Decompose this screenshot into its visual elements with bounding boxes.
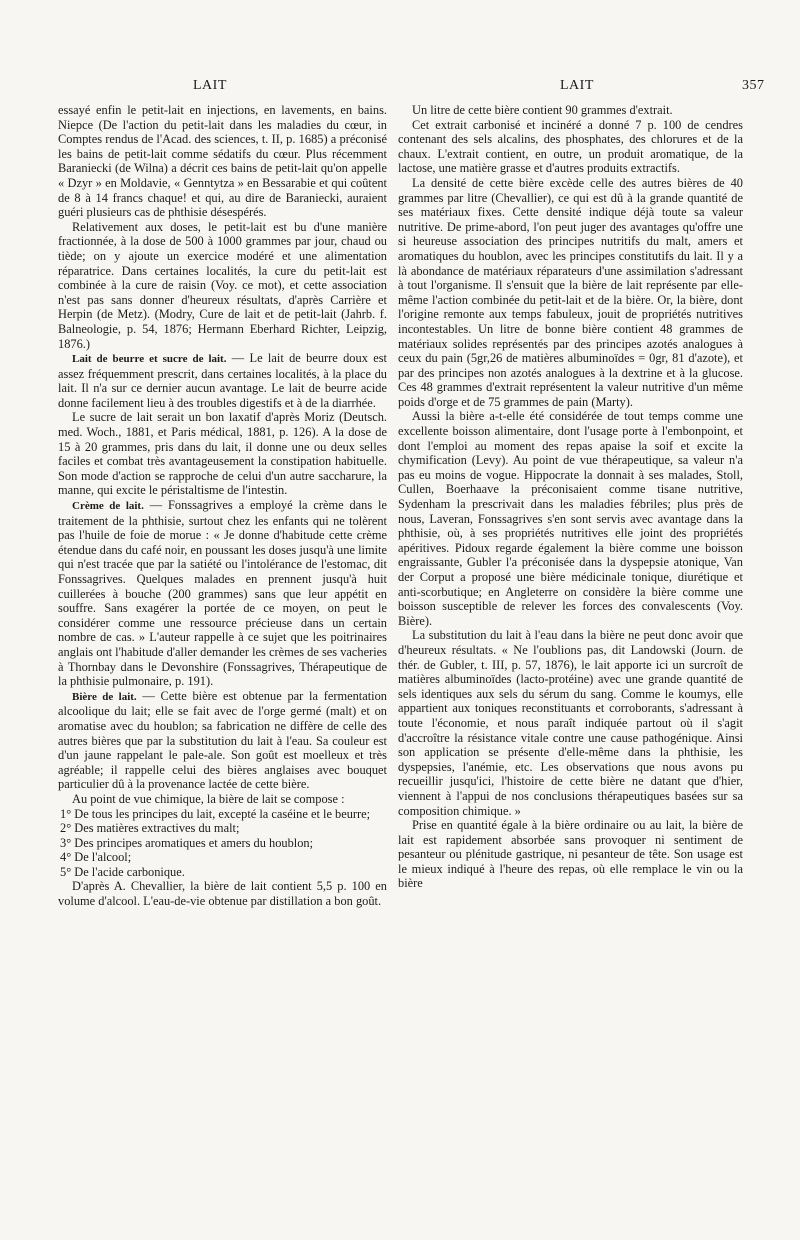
paragraph: Prise en quantité égale à la bière ordinaire ou au lait, la bière de lait est rapidement absorbée sans provoquer ni sentiment de pesanteur ou plénitude gastrique, ni pesanteur de tête. Son usage est le mieux indiqué à l'heure des repas, où elle remplace le vin ou la bière xyxy=(398,818,743,891)
paragraph-text: — Cette bière est obtenue par la fermentation alcoolique du lait; elle se fait avec de l'orge germé (malt) et on aromatise avec du houblon; sa fabrication ne diffère de celle des autres bières que par la substitution du lait à l'eau. Sa couleur est d'un jaune rappelant le pale-ale. Son goût est moelleux et très agréable; il rappelle celui des bières anglaises avec bouquet particulier dû à la provenance lactée de cette bière. xyxy=(58,688,387,792)
paragraph-text: — Fonssagrives a employé la crème dans le traitement de la phthisie, surtout chez les enfants qui ne tolèrent pas l'huile de foie de morue : « Je donne d'habitude cette crème étendue dans du café noir, en poussant les doses jusqu'à une limite qui n'est tracée que par la satiété ou l'intolérance de l'estomac, dit Fonssagrives. Quelques malades en prennent jusqu'à huit cuillerées à bouche (200 grammes) sans que leur appétit en souffre. Sans exagérer la portée de ce moyen, on peut le considérer comme une ressource précieuse dans un certain nombre de cas. » L'auteur rappelle à ce sujet que les poitrinaires anglais ont l'habitude d'aller demander les crèmes de ses vacheries à Thornbay dans le Devonshire (Fonssagrives, Thérapeutique de la phthisie pulmonaire, p. 191). xyxy=(58,498,387,689)
paragraph xyxy=(58,689,387,792)
paragraph: La densité de cette bière excède celle des autres bières de 40 grammes par litre (Chevallier), ce qui est dû à la grande quantité de ses matériaux fixes. Cette densité indique déjà toute sa valeur nutritive. De prime-abord, l'on peut juger des avantages qu'offre une si heureuse association des principes nutritifs du malt, amers et aromatiques du houblon, avec les principes constitutifs du lait. Il y a là abondance de matériaux réparateurs d'une assimilation s'adressant à tout l'organisme. Il s'ensuit que la bière de lait représente par elle-même l'action combinée du petit-lait et de la bière. Or, la bière, dont l'origine remonte aux temps fabuleux, jouit de propriétés nutritives incontestables. Un litre de bonne bière contient 48 grammes de matériaux solides représentés par des principes azotés analogues à ceux du pain (5gr,26 de matières albuminoïdes = 0gr, 81 d'azote), et par des principes non azotés analogues à la dextrine et à la glucose. Ces 48 grammes d'extrait représentent la valeur nutritive d'un même poids d'orge et de 75 grammes de pain (Marty). xyxy=(398,175,743,409)
list-item: 4° De l'alcool; xyxy=(60,850,132,865)
list-item: 2° Des matières extractives du malt; xyxy=(60,821,240,836)
paragraph: Cet extrait carbonisé et incinéré a donné 7 p. 100 de cendres contenant des sels alcalins, des phosphates, des chlorures et de la chaux. L'extrait contient, en outre, un produit aromatique, de la lactose, une matière grasse et d'autres produits extractifs. xyxy=(398,117,743,176)
paragraph xyxy=(58,498,387,689)
paragraph: Un litre de cette bière contient 90 grammes d'extrait. xyxy=(412,103,673,117)
paragraph: Au point de vue chimique, la bière de lait se compose : xyxy=(72,791,345,806)
section-heading: Bière de lait. xyxy=(72,690,137,703)
paragraph: La substitution du lait à l'eau dans la bière ne peut donc avoir que d'heureux résultats. « Ne l'oublions pas, dit Landowski (Journ. de thér. de Gubler, t. III, p. 57, 1876), le lait apporte ici un surcroît de matières albuminoïdes (lacto-protéine) avec une grande quantité de sels identiques aux sels du sérum du sang. Comme le koumys, elle appartient aux toniques reconstituants et corroborants, s'adressant à toute l'économie, et nous paraît indiquée partout où il s'agit d'accroître la résistance vitale contre une cause pathogénique. Ainsi son application se présente d'elle-même dans la phthisie, les dyspepsies, l'anémie, etc. Les observations que nous avons pu recueillir jusqu'ici, l'histoire de cette bière ne datant que d'hier, viennent à l'appui de nos conclusions thérapeutiques basées sur sa composition chimique. » xyxy=(398,628,743,818)
right-column xyxy=(398,103,743,891)
paragraph: D'après A. Chevallier, la bière de lait contient 5,5 p. 100 en volume d'alcool. L'eau-de-vie obtenue par distillation a bon goût. xyxy=(58,879,387,909)
list-item: 5° De l'acide carbonique. xyxy=(60,864,185,879)
paragraph-text: — Le lait de beurre doux est assez fréquemment prescrit, dans certaines localités, à la place du lait. Il n'a sur ce dernier aucun avantage. Le lait de beurre acide donne facilement lieu à des troubles digestifs et à de la diarrhée. xyxy=(58,351,387,410)
paragraph: essayé enfin le petit-lait en injections, en lavements, en bains. Niepce (De l'action du petit-lait dans les maladies du cœur, in Comptes rendus de l'Acad. des sciences, t. II, p. 1685) a préconisé les bains de petit-lait comme sédatifs du cœur. Plus récemment Baraniecki (de Wilna) a décrit ces bains de petit-lait qu'on appelle « Dzyr » en Moldavie, « Genntytza » en Bessarabie et qui coûtent de 8 à 14 francs chaque! et qui, au dire de Baraniecki, auraient guéri plusieurs cas de phthisie désespérés. xyxy=(58,103,387,220)
running-head-right: LAIT xyxy=(560,78,594,93)
section-heading: Lait de beurre et sucre de lait. xyxy=(72,353,227,366)
paragraph: Relativement aux doses, le petit-lait est bu d'une manière fractionnée, à la dose de 500 à 1000 grammes par jour, chaud ou tiède; on y ajoute un exercice modéré et une alimentation réparatrice. Dans certaines localités, la cure du petit-lait est combinée à la cure de raisin (Voy. ce mot), et cette association n'est pas sans donner d'heureux résultats, d'après Carrière et Herpin (de Metz). (Modry, Cure de lait et de petit-lait (Jahrb. f. Balneologie, p. 54, 1876; Hermann Eberhard Richter, Leipzig, 1876.) xyxy=(58,219,387,351)
paragraph xyxy=(58,351,387,410)
paragraph: Aussi la bière a-t-elle été considérée de tout temps comme une excellente boisson alimentaire, dont l'usage porte à l'embonpoint, et dont l'emploi au moment des repas apaise la soif et excite la chymification (Levy). Au point de vue thérapeutique, sa valeur n'a pas eu moins de vogue. Hippocrate la donnait à ses malades, Stoll, Cullen, Boerhaave la préconisaient comme tisane nutritive, Sydenham la prescrivait dans les maladies fébriles; plus près de nous, Laveran, Fonssagrives s'en sont servis avec avantage dans la phthisie, où, à ses propriétés nutritives elle joint des propriétés apéritives. Pidoux regarde également la bière comme une boisson engraissante, Gubler l'a préconisée dans la dyspepsie atonique, Van der Corput a proposé une bière médicinale tonique, diurétique et anti-scorbutique; en Angleterre on considère la bière comme une boisson susceptible de relever les forces des convalescents (Voy. Bière). xyxy=(398,409,743,628)
running-head-left: LAIT xyxy=(193,78,227,93)
section-heading: Crème de lait. xyxy=(72,500,144,513)
list-item: 3° Des principes aromatiques et amers du houblon; xyxy=(60,835,314,850)
page-number: 357 xyxy=(742,78,765,93)
left-column xyxy=(58,103,387,909)
paragraph: Le sucre de lait serait un bon laxatif d'après Moriz (Deutsch. med. Woch., 1881, et Paris médical, 1881, p. 126). A la dose de 15 à 20 grammes, pris dans du lait, il donne une ou deux selles faciles et combat très avantageusement la constipation habituelle. Son mode d'action se rapproche de celui d'un autre saccharure, la manne, qui excite le péristaltisme de l'intestin. xyxy=(58,410,387,498)
list-item: 1° De tous les principes du lait, excepté la caséine et le beurre; xyxy=(60,806,371,821)
